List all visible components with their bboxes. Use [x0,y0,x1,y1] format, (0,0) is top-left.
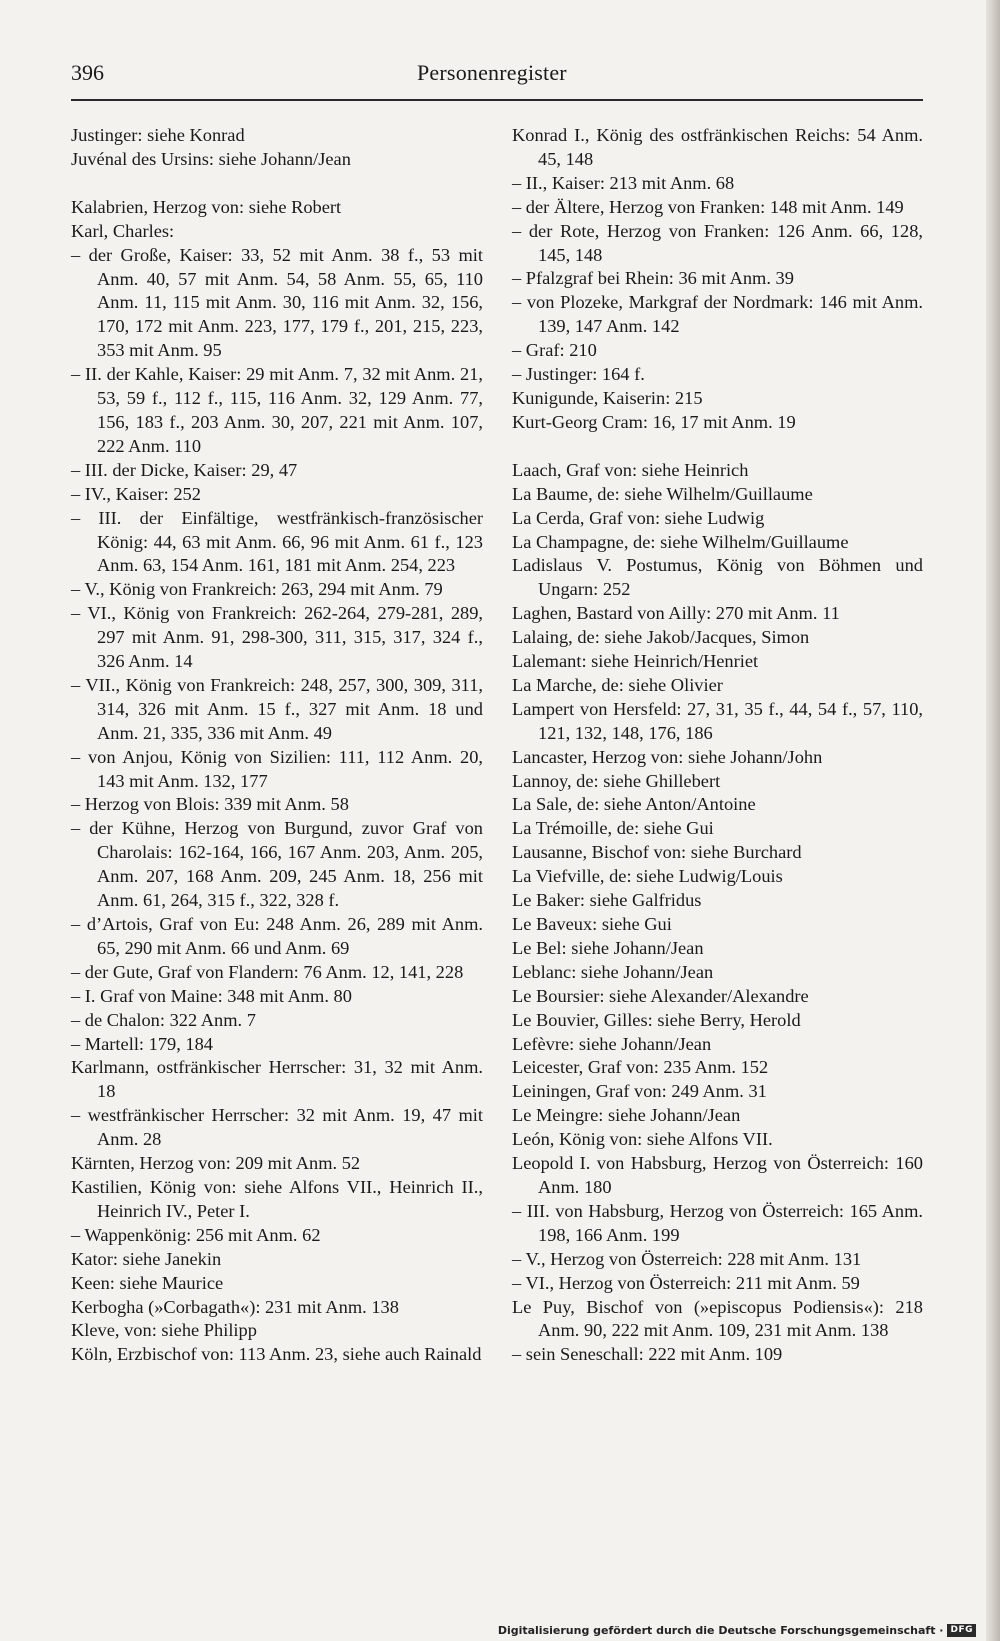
index-entry: La Trémoille, de: siehe Gui [512,818,714,839]
index-entry: Kleve, von: siehe Philipp [71,1320,257,1341]
index-entry: – de Chalon: 322 Anm. 7 [71,1009,256,1030]
index-entry: – Martell: 179, 184 [71,1033,213,1054]
index-entry: Lalaing, de: siehe Jakob/Jacques, Simon [512,627,810,648]
index-entry: Lampert von Hersfeld: 27, 31, 35 f., 44, 54 f., 57, 110, 121, 132, 148, 176, 186 [512,698,923,743]
index-entry: – V., Herzog von Österreich: 228 mit Anm. 131 [512,1248,862,1269]
index-entry: – sein Seneschall: 222 mit Anm. 109 [512,1344,783,1365]
index-entry: La Viefville, de: siehe Ludwig/Louis [512,866,783,887]
index-entry: Kastilien, König von: siehe Alfons VII., Heinrich II., Heinrich IV., Peter I. [71,1176,483,1221]
index-entry: – II., Kaiser: 213 mit Anm. 68 [512,172,735,193]
index-entry: Kalabrien, Herzog von: siehe Robert [71,196,342,217]
index-entry: Karlmann, ostfränkischer Herrscher: 31, 32 mit Anm. 18 [71,1057,483,1102]
index-entry: La Sale, de: siehe Anton/Antoine [512,794,756,815]
index-entry: – der Ältere, Herzog von Franken: 148 mit Anm. 149 [512,196,904,217]
index-entry: Justinger: siehe Konrad [71,125,245,145]
index-entry: – westfränkischer Herrscher: 32 mit Anm. 19, 47 mit Anm. 28 [71,1105,483,1150]
index-entry: Lalemant: siehe Heinrich/Henriet [512,651,759,672]
footer-text: Digitalisierung gefördert durch die Deutsche Forschungsgemeinschaft · [497,1623,944,1637]
index-entry: Laach, Graf von: siehe Heinrich [512,459,749,480]
index-entry: – Graf: 210 [512,340,597,361]
index-entry: León, König von: siehe Alfons VII. [512,1129,773,1150]
page-header [71,58,922,92]
index-entry: Kator: siehe Janekin [71,1248,222,1269]
index-entry: Leiningen, Graf von: 249 Anm. 31 [512,1081,767,1102]
index-entry: Juvénal des Ursins: siehe Johann/Jean [71,148,351,169]
index-entry: – der Große, Kaiser: 33, 52 mit Anm. 38 f., 53 mit Anm. 40, 57 mit Anm. 54, 58 Anm. 55, 65, 110 Anm. 11, 115 mit Anm. 30, 116 mit Anm. 32, 156, 170, 172 mit Anm. 223, 177, 179 f., 201, 215, 223, 353 mit Anm. 95 [71,244,483,361]
index-entry: Le Baveux: siehe Gui [512,914,672,934]
index-entry: La Marche, de: siehe Olivier [512,674,723,695]
index-entry: – IV., Kaiser: 252 [71,483,201,504]
index-entry: Kunigunde, Kaiserin: 215 [512,387,703,408]
index-entry: Ladislaus V. Postumus, König von Böhmen und Ungarn: 252 [512,555,923,600]
index-entry: Le Bouvier, Gilles: siehe Berry, Herold [512,1009,801,1030]
index-column-right [512,124,923,1367]
index-entry: Köln, Erzbischof von: 113 Anm. 23, siehe auch Rainald [71,1344,482,1365]
running-title: Personenregister [417,60,567,85]
index-entry: – der Gute, Graf von Flandern: 76 Anm. 12, 141, 228 [71,961,464,982]
dfg-logo: DFG [947,1624,976,1637]
index-entry: – VI., Herzog von Österreich: 211 mit Anm. 59 [512,1272,860,1293]
index-entry: – III. von Habsburg, Herzog von Österreich: 165 Anm. 198, 166 Anm. 199 [512,1200,923,1245]
index-entry: Kärnten, Herzog von: 209 mit Anm. 52 [71,1153,361,1174]
index-entry: – Herzog von Blois: 339 mit Anm. 58 [71,794,349,815]
index-entry: Lannoy, de: siehe Ghillebert [512,770,721,791]
index-entry: – von Anjou, König von Sizilien: 111, 112 Anm. 20, 143 mit Anm. 132, 177 [71,746,483,791]
index-entry: Lausanne, Bischof von: siehe Burchard [512,842,802,863]
index-entry: Le Meingre: siehe Johann/Jean [512,1105,741,1126]
page-edge-shadow [986,0,1000,1641]
index-entry: – Wappenkönig: 256 mit Anm. 62 [71,1224,321,1245]
index-entry: – der Rote, Herzog von Franken: 126 Anm. 66, 128, 145, 148 [512,220,923,265]
index-entry: – Justinger: 164 f. [512,364,645,385]
index-entry: Kurt-Georg Cram: 16, 17 mit Anm. 19 [512,411,796,432]
index-entry: – VI., König von Frankreich: 262-264, 279-281, 289, 297 mit Anm. 91, 298-300, 311, 315, 317, 324 f., 326 Anm. 14 [71,603,483,672]
index-entry: Leopold I. von Habsburg, Herzog von Österreich: 160 Anm. 180 [512,1153,923,1197]
header-divider [71,99,923,101]
footer-credit [498,1622,976,1638]
index-entry: – I. Graf von Maine: 348 mit Anm. 80 [71,985,352,1006]
index-entry: La Champagne, de: siehe Wilhelm/Guillaume [512,531,849,552]
index-entry: – VII., König von Frankreich: 248, 257, 300, 309, 311, 314, 326 mit Anm. 15 f., 327 mit Anm. 18 und Anm. 21, 335, 336 mit Anm. 49 [71,674,483,743]
index-entry: – der Kühne, Herzog von Burgund, zuvor Graf von Charolais: 162-164, 166, 167 Anm. 203, Anm. 205, Anm. 207, 168 Anm. 209, 245 Anm. 18, 256 mit Anm. 61, 264, 315 f., 322, 328 f. [71,818,483,911]
index-entry: Le Puy, Bischof von (»episcopus Podiensis«): 218 Anm. 90, 222 mit Anm. 109, 231 mit Anm. 138 [512,1296,923,1341]
index-entry: Le Bel: siehe Johann/Jean [512,937,704,958]
index-entry: – II. der Kahle, Kaiser: 29 mit Anm. 7, 32 mit Anm. 21, 53, 59 f., 112 f., 115, 116 Anm. 32, 129 Anm. 77, 156, 183 f., 203 Anm. 30, 207, 221 mit Anm. 107, 222 Anm. 110 [71,364,483,456]
index-entry: Laghen, Bastard von Ailly: 270 mit Anm. 11 [512,603,840,624]
index-entry: Keen: siehe Maurice [71,1272,224,1293]
index-entry: Lancaster, Herzog von: siehe Johann/John [512,746,823,767]
index-entry: – Pfalzgraf bei Rhein: 36 mit Anm. 39 [512,268,794,289]
index-entry: Le Boursier: siehe Alexander/Alexandre [512,985,809,1006]
index-column-left [71,124,483,1367]
index-entry: Leicester, Graf von: 235 Anm. 152 [512,1057,769,1078]
page-number: 396 [71,60,104,85]
index-entry: Konrad I., König des ostfränkischen Reichs: 54 Anm. 45, 148 [512,125,923,169]
index-entry: – III. der Einfältige, westfränkisch-französischer König: 44, 63 mit Anm. 66, 96 mit Anm. 61 f., 123 Anm. 63, 154 Anm. 161, 181 mit Anm. 254, 223 [71,507,483,576]
index-entry: – V., König von Frankreich: 263, 294 mit Anm. 79 [71,579,443,600]
index-entry: Leblanc: siehe Johann/Jean [512,961,714,982]
index-entry: – d’Artois, Graf von Eu: 248 Anm. 26, 289 mit Anm. 65, 290 mit Anm. 66 und Anm. 69 [71,914,483,958]
index-entry: La Cerda, Graf von: siehe Ludwig [512,507,765,528]
index-entry: Karl, Charles: [71,220,175,241]
index-entry: – von Plozeke, Markgraf der Nordmark: 146 mit Anm. 139, 147 Anm. 142 [512,292,923,337]
index-entry: – III. der Dicke, Kaiser: 29, 47 [71,459,298,480]
index-entry: La Baume, de: siehe Wilhelm/Guillaume [512,483,813,504]
index-entry: Le Baker: siehe Galfridus [512,890,702,911]
index-entry: Kerbogha (»Corbagath«): 231 mit Anm. 138 [71,1296,399,1317]
index-entry: Lefèvre: siehe Johann/Jean [512,1033,712,1054]
